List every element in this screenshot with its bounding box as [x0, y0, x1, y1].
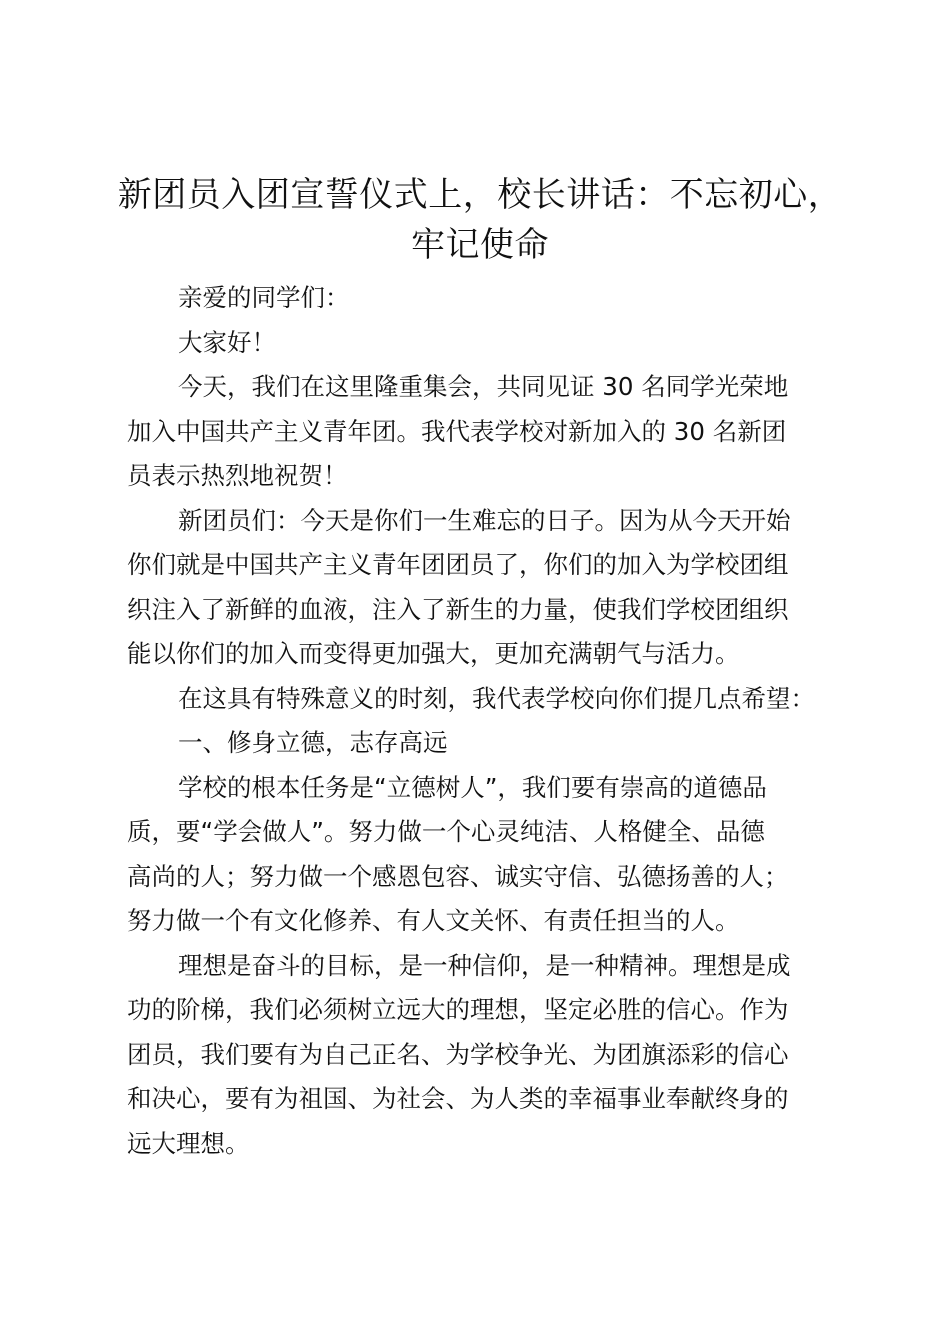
text-line: 和决心，要有为祖国、为社会、为人类的幸福事业奉献终身的: [127, 1084, 789, 1113]
body-paragraph: [127, 499, 832, 677]
salutation-paragraph: [127, 276, 832, 321]
document-title: [110, 170, 850, 270]
greeting-paragraph: [127, 321, 832, 366]
text-line: 亲爱的同学们：: [178, 283, 350, 312]
body-paragraph: [127, 766, 832, 944]
document-body: [127, 276, 832, 1166]
text-line: 学校的根本任务是“立德树人”，我们要有崇高的道德品: [178, 772, 767, 802]
text-line: 团员，我们要有为自己正名、为学校争光、为团旗添彩的信心: [127, 1039, 789, 1069]
text-line: 加入中国共产主义青年团。我代表学校对新加入的 30 名新团: [127, 416, 787, 446]
section-heading: [127, 721, 832, 766]
text-line: 大家好！: [178, 327, 276, 357]
text-line: 在这具有特殊意义的时刻，我代表学校向你们提几点希望：: [178, 683, 815, 713]
title-line: 牢记使命: [411, 225, 549, 265]
title-line: 新团员入团宣誓仪式上，校长讲话：不忘初心，: [117, 175, 843, 215]
text-line: 新团员们：今天是你们一生难忘的日子。因为从今天开始: [178, 505, 791, 535]
body-paragraph: [127, 677, 832, 722]
text-line: 功的阶梯，我们必须树立远大的理想，坚定必胜的信心。作为: [127, 995, 789, 1024]
text-line: 能以你们的加入而变得更加强大，更加充满朝气与活力。: [127, 639, 740, 668]
text-line: 远大理想。: [127, 1128, 250, 1158]
text-line: 理想是奋斗的目标，是一种信仰，是一种精神。理想是成: [178, 950, 791, 980]
text-line: 织注入了新鲜的血液，注入了新生的力量，使我们学校团组织: [127, 594, 789, 624]
text-line: 质，要“学会做人”。努力做一个心灵纯洁、人格健全、品德: [127, 817, 765, 846]
text-line: 你们就是中国共产主义青年团团员了，你们的加入为学校团组: [127, 550, 789, 579]
text-line: 努力做一个有文化修养、有人文关怀、有责任担当的人。: [127, 906, 740, 935]
text-line: 高尚的人；努力做一个感恩包容、诚实守信、弘德扬善的人；: [127, 861, 789, 891]
body-paragraph: [127, 944, 832, 1167]
text-line: 今天，我们在这里隆重集会，共同见证 30 名同学光荣地: [178, 372, 789, 401]
text-line: 员表示热烈地祝贺！: [127, 461, 348, 490]
text-line: 一、修身立德，志存高远: [178, 728, 448, 757]
body-paragraph: [127, 365, 832, 499]
